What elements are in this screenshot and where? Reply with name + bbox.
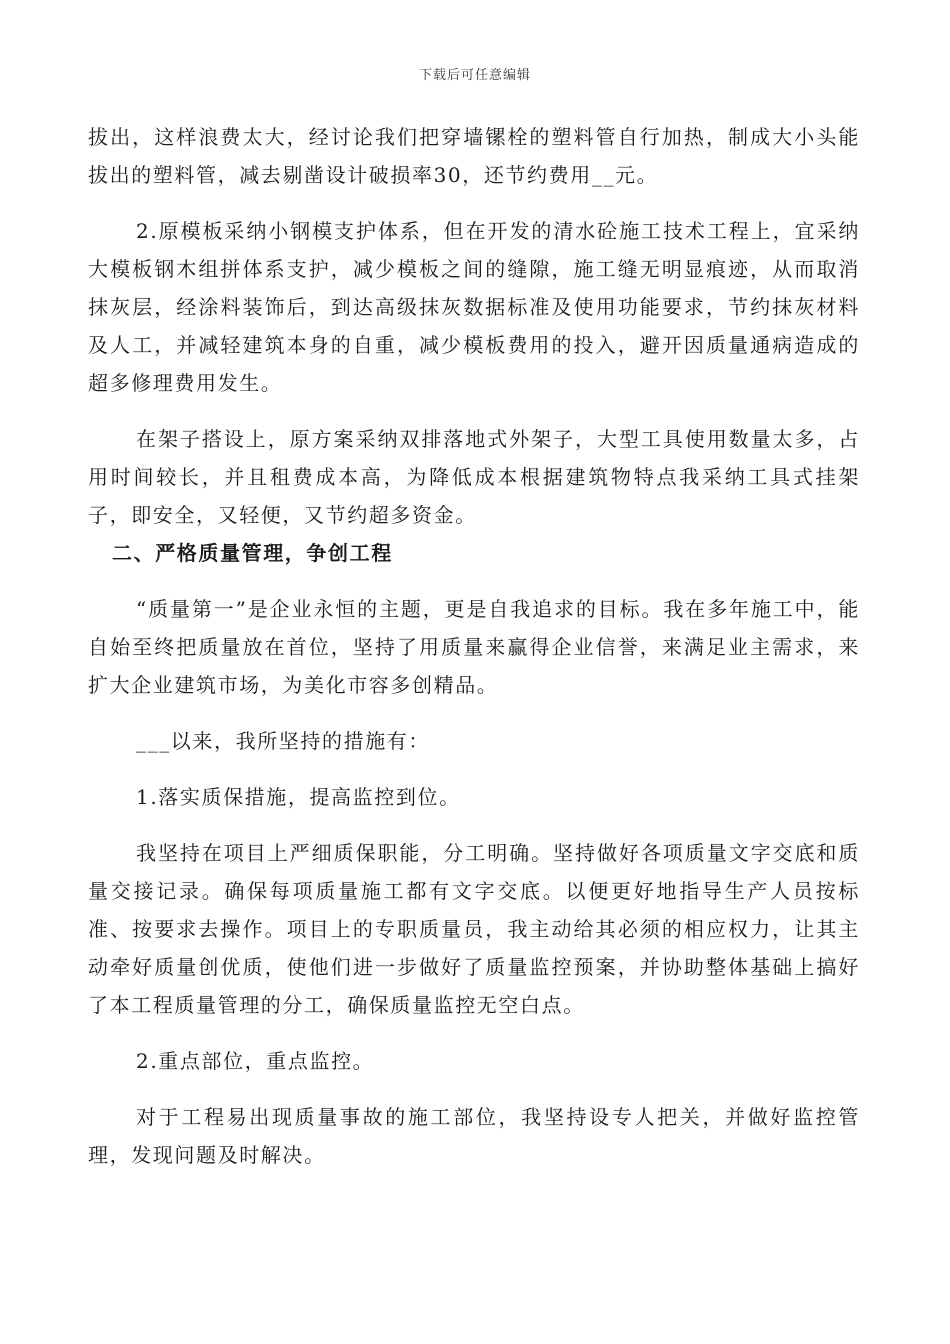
- list-item-2: 2.重点部位，重点监控。: [136, 1049, 375, 1073]
- document-body: [88, 118, 860, 1174]
- paragraph-key-positions: 对于工程易出现质量事故的施工部位，我坚持设专人把关，并做好监控管理，发现问题及时解决。: [88, 1105, 860, 1167]
- list-item-1: 1.落实质保措施，提高监控到位。: [136, 785, 461, 809]
- paragraph-scaffolding: 在架子搭设上，原方案采纳双排落地式外架子，大型工具使用数量太多，占用时间较长，并且租费成本高，为降低成本根据建筑物特点我采纳工具式挂架子，即安全，又轻便，又节约超多资金。: [88, 427, 860, 527]
- paragraph-quality-first: “质量第一”是企业永恒的主题，更是自我追求的目标。我在多年施工中，能自始至终把质量放在首位，坚持了用质量来赢得企业信誉，来满足业主需求，来扩大企业建筑市场，为美化市容多创精品。: [88, 597, 860, 697]
- page-header: 下载后可任意编辑: [418, 68, 531, 83]
- paragraph-formwork: 2.原模板采纳小钢模支护体系，但在开发的清水砼施工技术工程上，宜采纳大模板钢木组拼体系支护，减少模板之间的缝隙，施工缝无明显痕迹，从而取消抹灰层，经涂料装饰后，到达高级抹灰数据标准及使用功能要求，节约抹灰材料及人工，并减轻建筑本身的自重，减少模板费用的投入，避开因质量通病造成的超多修理费用发生。: [88, 219, 860, 395]
- paragraph-measures-intro: ___以来，我所坚持的措施有：: [136, 729, 430, 753]
- paragraph-continuation: 拔出，这样浪费太大，经讨论我们把穿墙镙栓的塑料管自行加热，制成大小头能拔出的塑料管，减去剔凿设计破损率30，还节约费用__元。: [88, 125, 860, 187]
- paragraph-quality-duties: 我坚持在项目上严细质保职能，分工明确。坚持做好各项质量文字交底和质量交接记录。确保每项质量施工都有文字交底。以便更好地指导生产人员按标准、按要求去操作。项目上的专职质量员，我主动给其必须的相应权力，让其主动牵好质量创优质，使他们进一步做好了质量监控预案，并协助整体基础上搞好了本工程质量管理的分工，确保质量监控无空白点。: [88, 841, 860, 1017]
- section-heading: 二、严格质量管理，争创工程: [112, 541, 393, 565]
